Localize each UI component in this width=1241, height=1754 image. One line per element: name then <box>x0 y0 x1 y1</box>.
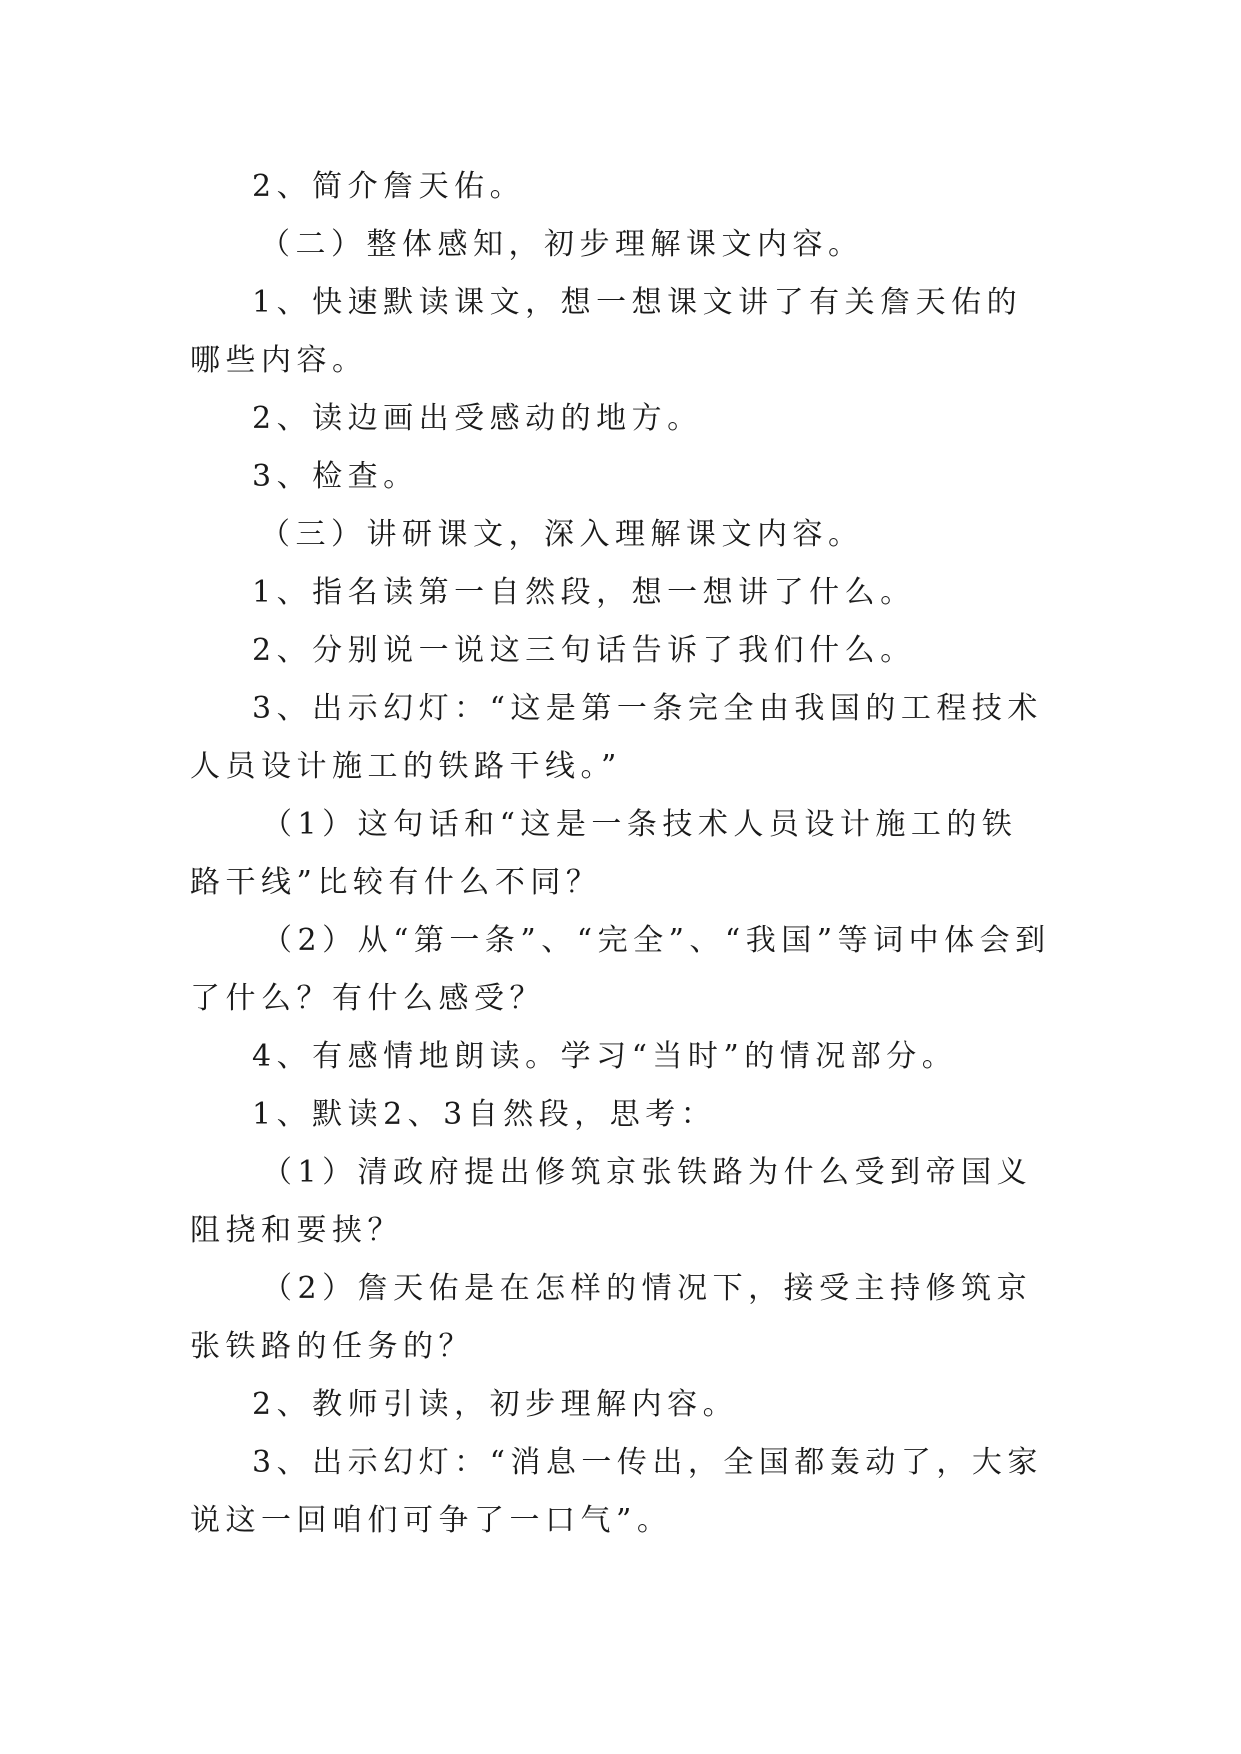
section-heading-overall-perception: （二）整体感知，初步理解课文内容。 <box>260 227 864 262</box>
paragraph-three-sentences: 2、分别说一说这三句话告诉了我们什么。 <box>252 633 916 668</box>
section-heading-study-text: （三）讲研课文，深入理解课文内容。 <box>260 517 864 552</box>
paragraph-mark-moving-parts: 2、读边画出受感动的地方。 <box>252 401 703 436</box>
paragraph-emotional-reading: 4、有感情地朗读。学习“当时”的情况部分。 <box>252 1039 958 1074</box>
paragraph-question-circumstances: （2）詹天佑是在怎样的情况下，接受主持修筑京张铁路的任务的？ <box>190 1271 1033 1364</box>
document-body <box>190 158 1052 1550</box>
paragraph-slide-news: 3、出示幻灯：“消息一传出，全国都轰动了，大家说这一回咱们可争了一口气”。 <box>190 1445 1043 1538</box>
paragraph-check: 3、检查。 <box>252 459 419 494</box>
paragraph-read-first-section: 1、指名读第一自然段，想一想讲了什么。 <box>252 575 916 610</box>
paragraph-question-key-words: （2）从“第一条”、“完全”、“我国”等词中体会到了什么？有什么感受？ <box>190 923 1051 1016</box>
paragraph-question-obstruction: （1）清政府提出修筑京张铁路为什么受到帝国义阻挠和要挟？ <box>190 1155 1033 1248</box>
paragraph-slide-first-railway: 3、出示幻灯：“这是第一条完全由我国的工程技术人员设计施工的铁路干线。” <box>190 691 1043 784</box>
paragraph-quick-reading: 1、快速默读课文，想一想课文讲了有关詹天佑的哪些内容。 <box>190 285 1023 378</box>
paragraph-intro-zhan-tianyou: 2、简介詹天佑。 <box>252 169 526 204</box>
paragraph-question-compare: （1）这句话和“这是一条技术人员设计施工的铁路干线”比较有什么不同？ <box>190 807 1018 900</box>
paragraph-silent-reading: 1、默读2、3自然段，思考： <box>252 1097 717 1132</box>
paragraph-teacher-guided-reading: 2、教师引读，初步理解内容。 <box>252 1387 739 1422</box>
